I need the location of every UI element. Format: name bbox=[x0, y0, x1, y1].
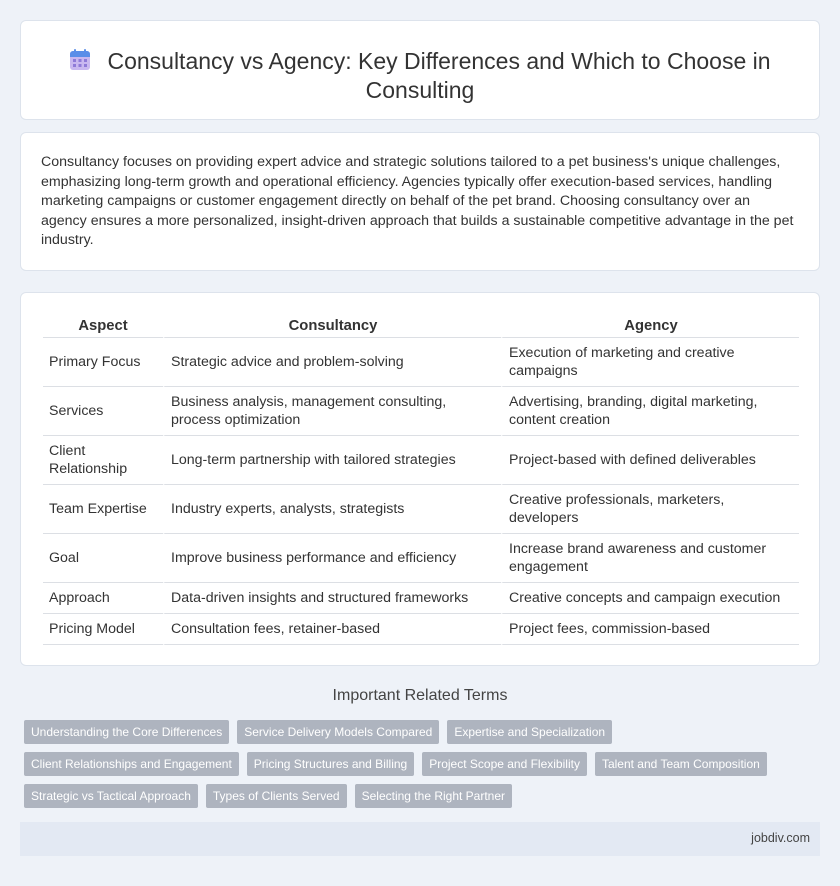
related-term-tag[interactable]: Expertise and Specialization bbox=[447, 720, 612, 744]
cell-consultancy: Strategic advice and problem-solving bbox=[163, 338, 501, 387]
cell-consultancy: Data-driven insights and structured frameworks bbox=[163, 583, 501, 614]
cell-aspect: Primary Focus bbox=[43, 338, 163, 387]
related-term-tag[interactable]: Pricing Structures and Billing bbox=[247, 752, 414, 776]
cell-consultancy: Consultation fees, retainer-based bbox=[163, 614, 501, 645]
table-row bbox=[43, 614, 799, 645]
related-term-tag[interactable]: Types of Clients Served bbox=[206, 784, 347, 808]
cell-agency: Increase brand awareness and customer engagement bbox=[501, 534, 799, 583]
table-header-row bbox=[43, 314, 799, 338]
cell-consultancy: Business analysis, management consulting, process optimization bbox=[163, 387, 501, 436]
cell-agency: Project-based with defined deliverables bbox=[501, 436, 799, 485]
cell-agency: Execution of marketing and creative campaigns bbox=[501, 338, 799, 387]
related-term-tag[interactable]: Talent and Team Composition bbox=[595, 752, 767, 776]
title-card bbox=[20, 20, 820, 120]
cell-aspect: Client Relationship bbox=[43, 436, 163, 485]
header-agency: Agency bbox=[501, 314, 799, 338]
cell-aspect: Goal bbox=[43, 534, 163, 583]
related-term-tag[interactable]: Project Scope and Flexibility bbox=[422, 752, 587, 776]
cell-aspect: Approach bbox=[43, 583, 163, 614]
cell-agency: Creative professionals, marketers, developers bbox=[501, 485, 799, 534]
page-title-wrap bbox=[21, 47, 819, 105]
page-title: Consultancy vs Agency: Key Differences and Which to Choose in Consulting bbox=[107, 48, 771, 103]
table-row bbox=[43, 338, 799, 387]
footer-site-link[interactable]: jobdiv.com bbox=[751, 831, 810, 845]
cell-aspect: Pricing Model bbox=[43, 614, 163, 645]
cell-consultancy: Improve business performance and efficiency bbox=[163, 534, 501, 583]
intro-card bbox=[20, 132, 820, 271]
cell-consultancy: Long-term partnership with tailored strategies bbox=[163, 436, 501, 485]
table-row bbox=[43, 387, 799, 436]
table-row bbox=[43, 534, 799, 583]
related-terms-list bbox=[24, 720, 804, 816]
table-row bbox=[43, 485, 799, 534]
related-term-tag[interactable]: Service Delivery Models Compared bbox=[237, 720, 439, 744]
related-term-tag[interactable]: Understanding the Core Differences bbox=[24, 720, 229, 744]
intro-paragraph: Consultancy focuses on providing expert advice and strategic solutions tailored to a pet business's unique challenges, emphasizing long-term growth and operational efficiency. Agencies typically offer execution-based services, handling marketing campaigns or customer engagement directly on behalf of the pet brand. Choosing consultancy over an agency ensures a more personalized, insight-driven approach that builds a sustainable competitive advantage in the pet industry. bbox=[41, 154, 794, 249]
header-consultancy: Consultancy bbox=[163, 314, 501, 338]
cell-consultancy: Industry experts, analysts, strategists bbox=[163, 485, 501, 534]
comparison-card bbox=[20, 292, 820, 666]
cell-agency: Project fees, commission-based bbox=[501, 614, 799, 645]
cell-aspect: Services bbox=[43, 387, 163, 436]
footer-bar bbox=[20, 822, 820, 856]
related-term-tag[interactable]: Strategic vs Tactical Approach bbox=[24, 784, 198, 808]
cell-agency: Creative concepts and campaign execution bbox=[501, 583, 799, 614]
cell-agency: Advertising, branding, digital marketing, content creation bbox=[501, 387, 799, 436]
table-row bbox=[43, 436, 799, 485]
cell-aspect: Team Expertise bbox=[43, 485, 163, 534]
related-term-tag[interactable]: Selecting the Right Partner bbox=[355, 784, 512, 808]
related-term-tag[interactable]: Client Relationships and Engagement bbox=[24, 752, 239, 776]
header-aspect: Aspect bbox=[43, 314, 163, 338]
table-row bbox=[43, 583, 799, 614]
calendar-icon bbox=[69, 49, 91, 71]
related-terms-title: Important Related Terms bbox=[332, 687, 508, 704]
comparison-table bbox=[43, 314, 799, 645]
